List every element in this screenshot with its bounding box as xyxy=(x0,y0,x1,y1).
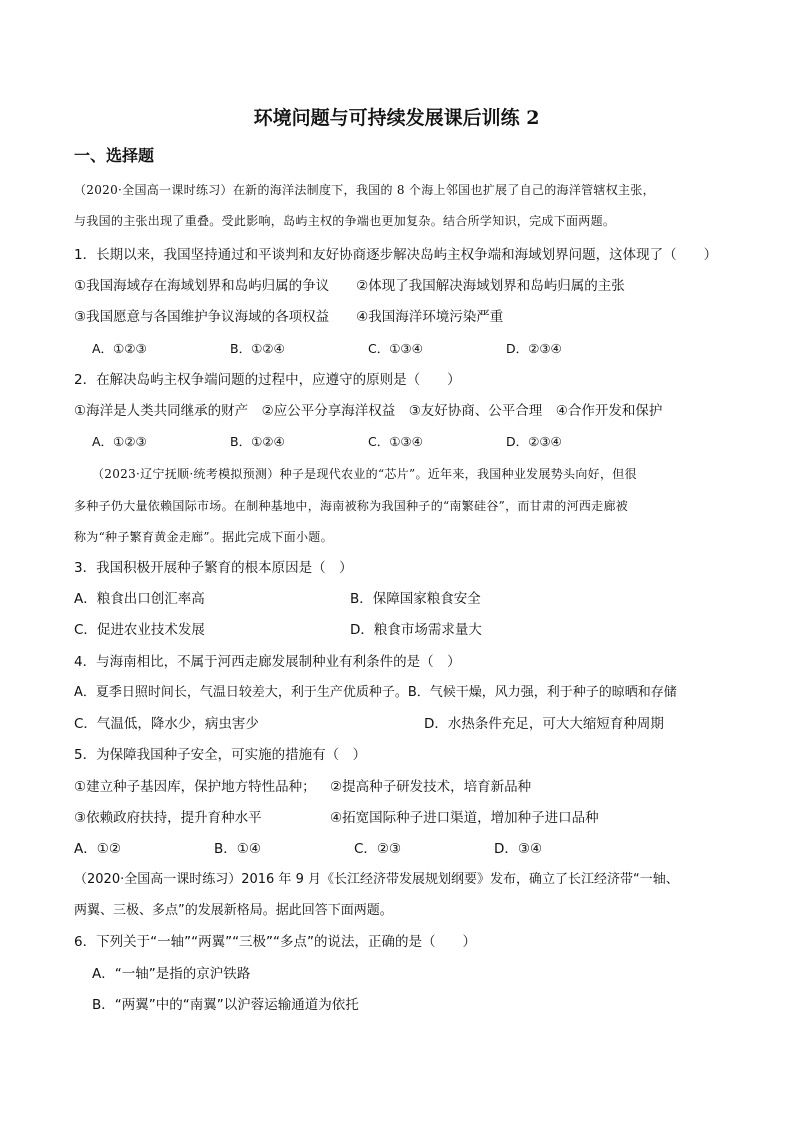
option-b[interactable]: B．①②④ xyxy=(230,341,285,356)
option-d[interactable]: D．粮食市场需求量大 xyxy=(350,622,482,638)
question-5-stem: 5．为保障我国种子安全，可实施的措施有（ ） xyxy=(74,747,367,763)
question-4-stem: 4．与海南相比，不属于河西走廊发展制种业有利条件的是（ ） xyxy=(74,654,461,670)
question-4-options-ab[interactable]: A．夏季日照时间长，气温日较差大，利于生产优质种子。B．气候干燥，风力强，利于种子的晾晒和存储 xyxy=(74,685,677,700)
option-a[interactable]: A．粮食出口创汇率高 xyxy=(74,591,205,607)
option-a[interactable]: A．“一轴”是指的京沪铁路 xyxy=(92,966,251,982)
intro-line: 两翼、三极、多点”的发展新格局。据此回答下面两题。 xyxy=(74,903,393,918)
intro-line: （2020·全国高一课时练习）2016 年 9 月《长江经济带发展规划纲要》发布，确立了长江经济带“一轴、 xyxy=(74,872,679,887)
option-b[interactable]: B．保障国家粮食安全 xyxy=(350,591,481,607)
option-c[interactable]: C．②③ xyxy=(354,841,402,857)
option-b[interactable]: B．①②④ xyxy=(230,434,285,449)
intro-line: （2020·全国高一课时练习）在新的海洋法制度下，我国的 8 个海上邻国也扩展了自己的海洋管辖权主张， xyxy=(74,183,655,197)
question-2-item: ①海洋是人类共同继承的财产 ②应公平分享海洋权益 ③友好协商、公平合理 ④合作开发和保护 xyxy=(74,403,663,419)
question-3-stem: 3．我国积极开展种子繁育的根本原因是（ ） xyxy=(74,560,353,576)
option-d[interactable]: D．③④ xyxy=(494,841,543,857)
option-a[interactable]: A．①② xyxy=(74,841,121,857)
option-d[interactable]: D．②③④ xyxy=(506,341,562,356)
intro-line: 与我国的主张出现了重叠。受此影响，岛屿主权的争端也更加复杂。结合所学知识，完成下面两题。 xyxy=(74,214,616,228)
option-a[interactable]: A．①②③ xyxy=(92,341,147,356)
option-c[interactable]: C．促进农业技术发展 xyxy=(74,622,205,638)
intro-line: 称为“种子繁育黄金走廊”。据此完成下面小题。 xyxy=(74,530,333,544)
question-5-item: ③依赖政府扶持，提升育种水平 xyxy=(74,810,262,826)
question-1-item: ①我国海域存在海域划界和岛屿归属的争议 ②体现了我国解决海域划界和岛屿归属的主张 xyxy=(74,278,625,294)
question-1-item: ③我国愿意与各国维护争议海域的各项权益 ④我国海洋环境污染严重 xyxy=(74,309,504,325)
question-6-stem: 6．下列关于“一轴”“两翼”“三极”“多点”的说法，正确的是（ ） xyxy=(74,934,477,950)
intro-line: 多种子仍大量依赖国际市场。在制种基地中，海南被称为我国种子的“南繁硅谷”，而甘肃的河西走廊被 xyxy=(74,499,629,513)
question-5-options xyxy=(74,840,634,858)
question-2-stem: 2．在解决岛屿主权争端问题的过程中，应遵守的原则是（ ） xyxy=(74,372,461,388)
option-b[interactable]: B．“两翼”中的“南翼”以沪蓉运输通道为依托 xyxy=(92,997,359,1013)
question-1-options xyxy=(92,340,644,358)
option-a[interactable]: A．①②③ xyxy=(92,434,147,449)
question-4-option-d[interactable]: D．水热条件充足，可大大缩短育种周期 xyxy=(424,716,664,732)
question-1-stem: 1．长期以来，我国坚持通过和平谈判和友好协商逐步解决岛屿主权争端和海域划界问题，这体现了（ ） xyxy=(74,247,718,263)
section-heading: 一、选择题 xyxy=(74,146,155,165)
question-2-options xyxy=(92,433,644,451)
question-5-item: ④拓宽国际种子进口渠道，增加种子进口品种 xyxy=(330,810,599,826)
option-b[interactable]: B．①④ xyxy=(214,841,261,857)
page-title: 环境问题与可持续发展课后训练 2 xyxy=(253,107,540,129)
question-3-options xyxy=(74,621,626,639)
question-5-item: ②提高种子研发技术，培育新品种 xyxy=(330,779,532,795)
intro-line: （2023·辽宁抚顺·统考模拟预测）种子是现代农业的“芯片”。近年来，我国种业发展势头向好，但很 xyxy=(92,467,637,481)
question-4-option-c[interactable]: C．气温低，降水少，病虫害少 xyxy=(74,716,259,732)
question-5-item: ①建立种子基因库，保护地方特性品种； xyxy=(74,779,316,795)
option-c[interactable]: C．①③④ xyxy=(368,434,423,449)
question-3-options xyxy=(74,590,626,608)
option-d[interactable]: D．②③④ xyxy=(506,434,562,449)
option-c[interactable]: C．①③④ xyxy=(368,341,423,356)
